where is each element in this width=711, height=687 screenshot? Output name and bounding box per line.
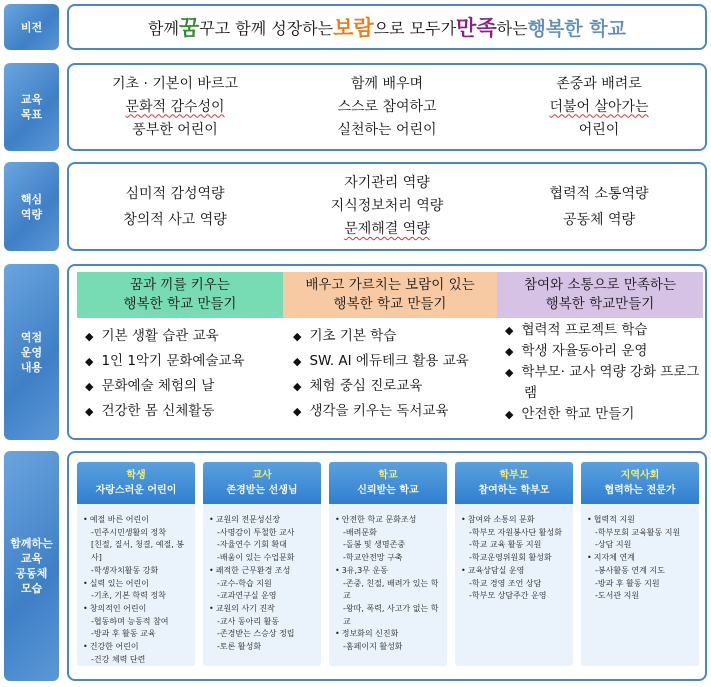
- community-subitem: -교사 동아리 활동: [217, 616, 280, 626]
- community-subitem: -도서관 지원: [595, 591, 640, 601]
- community-subitem: -자율연수 기회 확대: [217, 540, 287, 550]
- community-body: [581, 504, 699, 603]
- goal-line: 더불어 살아가는: [549, 98, 649, 115]
- community-subitem: -학생자치활동 강화: [91, 565, 159, 575]
- community-column-header: [77, 462, 195, 504]
- vision-text-2: 꾸고 함께 성장하는: [199, 18, 334, 38]
- operations-panel: [67, 264, 707, 440]
- competency-item: 문제해결 역량: [344, 221, 430, 237]
- community-subitem: -상담 지원: [595, 540, 632, 550]
- community-column-header: [329, 462, 447, 504]
- vision-text-1: 함께: [148, 18, 179, 38]
- community-column: [203, 462, 321, 666]
- community-column-header: [581, 462, 699, 504]
- community-item: • 교원의 전문성신장: [209, 514, 315, 527]
- community-subitem: -왕따, 폭력, 사고가 없는 학교: [343, 603, 439, 626]
- operation-item: ◆ 문화예술 체험의 날: [85, 374, 285, 399]
- community-item: • 안전한 학교 문화조성: [335, 514, 441, 527]
- community-subtitle: 자랑스러운 어린이: [95, 485, 177, 496]
- community-subitem: -학교 교육 활동 지원: [469, 540, 542, 550]
- community-subitem: -방과 후 활동 지원: [595, 578, 660, 588]
- operation-item: ◆ 기본 생활 습관 교육: [85, 324, 285, 349]
- community-subitem: -학교 경영 조언 상담: [469, 578, 542, 588]
- community-item: • 정보화의 신진화: [335, 628, 441, 641]
- goal-line: 문화적 감수성이: [125, 98, 225, 115]
- competency-column: [69, 164, 281, 249]
- community-subitem: -방과 후 활동 교육: [91, 629, 156, 639]
- competency-item: 공동체 역량: [562, 211, 636, 228]
- community-title: 교사: [252, 470, 272, 481]
- operation-item: ◆ 생각을 키우는 독서교육: [293, 399, 499, 424]
- competency-item: 협력적 소통역량: [549, 185, 649, 202]
- competency-item: 심미적 감성역량: [125, 185, 225, 202]
- community-subitem: -학교안전망 구축: [343, 553, 403, 563]
- community-body: [329, 504, 447, 654]
- community-title: 학교: [378, 470, 398, 481]
- community-column: [77, 462, 195, 666]
- community-item: • 지자체 연계: [587, 552, 693, 565]
- community-subitem: -교수-학습 지원: [217, 578, 272, 588]
- vision-word-satisfaction: 만족: [456, 16, 497, 40]
- community-subitem: -존중, 친절, 배려가 있는 학교: [343, 578, 439, 601]
- operation-item: ◆ SW. AI 에듀테크 활용 교육: [293, 349, 499, 374]
- community-subitem: -홈페이지 활성화: [343, 642, 403, 652]
- community-column: [581, 462, 699, 666]
- community-title: 학부모: [499, 470, 529, 481]
- community-item: • 창의적인 어린이: [83, 603, 189, 616]
- community-body: [203, 504, 321, 654]
- community-subitem: -사명감이 투철한 교사: [217, 527, 295, 537]
- goal-line: 실천하는 어린이: [337, 121, 437, 138]
- operation-list-reward: [293, 324, 499, 424]
- goal-line: 함께 배우며: [350, 75, 424, 92]
- community-subitem: -존경받는 스승상 정립: [217, 629, 295, 639]
- goal-column: [69, 65, 281, 149]
- community-subitem: -교과연구실 운영: [217, 591, 277, 601]
- vision-text-4: 하는: [496, 18, 528, 38]
- community-body: [77, 504, 195, 666]
- community-subitem: -기초, 기본 학력 정착: [91, 591, 166, 601]
- goal-column: [281, 65, 493, 149]
- community-subitem: -학부모 자원봉사단 활성화: [469, 527, 562, 537]
- community-subtitle: 존경받는 선생님: [226, 485, 298, 496]
- vision-word-happy-school: 행복한 학교: [527, 17, 626, 40]
- operation-title-reward: 배우고 가르치는 보람이 있는 행복한 학교 만들기: [283, 272, 497, 318]
- community-column: [329, 462, 447, 666]
- goal-line: 기초 · 기본이 바르고: [112, 75, 238, 92]
- competency-column: [493, 164, 705, 249]
- operation-item: ◆ 학생 자율동아리 운영: [505, 341, 701, 362]
- competency-panel: [67, 162, 707, 251]
- operation-title-dream: 꿈과 끼를 키우는 행복한 학교 만들기: [77, 272, 283, 318]
- operation-list-satisfaction: [505, 320, 701, 425]
- goal-line: 어린이: [578, 121, 620, 138]
- community-item: • 3유,3무 운동: [335, 565, 441, 578]
- community-item: • 건강한 어린이: [83, 641, 189, 654]
- community-subitem: -배려문화: [343, 527, 377, 537]
- community-subtitle: 참여하는 학부모: [478, 485, 550, 496]
- competency-column: [281, 164, 493, 249]
- community-subitem: -학부모 상담주간 운영: [469, 591, 547, 601]
- community-subitem: -봉사활동 연계 지도: [595, 565, 665, 575]
- competency-item: 창의적 사고 역량: [123, 211, 227, 228]
- community-item: • 교원의 사기 진작: [209, 603, 315, 616]
- community-item: • 예절 바른 어린이: [83, 514, 189, 527]
- vision-word-dream: 꿈: [178, 16, 200, 40]
- goal-line: 존중과 배려로: [556, 75, 642, 92]
- vision-panel: [67, 4, 707, 50]
- operation-item: ◆ 기초 기본 학습: [293, 324, 499, 349]
- community-item: • 교육상담실 운영: [461, 565, 567, 578]
- operation-item: ◆ 학부모· 교사 역량 강화 프로그램: [505, 362, 701, 404]
- community-subitem: [친절, 질서, 청결, 예절, 봉사]: [91, 540, 185, 563]
- competency-item: 자기관리 역량: [344, 175, 430, 191]
- community-subitem: -토론 활성화: [217, 642, 262, 652]
- community-column: [455, 462, 573, 666]
- community-title: 지역사회: [620, 470, 660, 481]
- community-body: [455, 504, 573, 603]
- community-subitem: -배움이 있는 수업문화: [217, 553, 295, 563]
- goals-label: 교육 목표: [4, 63, 59, 151]
- community-subitem: -협동하며 능동적 참여: [91, 616, 169, 626]
- community-subtitle: 협력하는 전문가: [604, 485, 676, 496]
- operations-label: 역점 운영 내용: [4, 264, 59, 440]
- vision-label: 비전: [4, 4, 59, 50]
- community-label: 함께하는 교육 공동체 모습: [4, 451, 59, 681]
- community-item: • 실력 있는 어린이: [83, 578, 189, 591]
- goal-line: 풍부한 어린이: [132, 121, 218, 138]
- community-subtitle: 신뢰받는 학교: [357, 485, 419, 496]
- community-subitem: -학교운영위원회 활성화: [469, 553, 552, 563]
- community-column-header: [455, 462, 573, 504]
- goal-line: 스스로 참여하고: [337, 98, 437, 115]
- operation-item: ◆ 안전한 학교 만들기: [505, 404, 701, 425]
- operation-item: ◆ 건강한 몸 신체활동: [85, 399, 285, 424]
- operation-title-satisfaction: 참여와 소통으로 만족하는 행복한 학교만들기: [497, 272, 703, 318]
- goal-column: [493, 65, 705, 149]
- community-panel: [67, 451, 707, 681]
- community-subitem: -돌봄 및 생명존중: [343, 540, 406, 550]
- competency-item: 지식정보처리 역량: [330, 198, 444, 214]
- operation-item: ◆ 1인 1악기 문화예술교육: [85, 349, 285, 374]
- operation-item: ◆ 협력적 프로젝트 학습: [505, 320, 701, 341]
- goals-panel: [67, 63, 707, 151]
- community-subitem: -학부모회 교육활동 지원: [595, 527, 681, 537]
- community-item: • 협력적 지원: [587, 514, 693, 527]
- competency-label: 핵심 역량: [4, 162, 59, 251]
- community-subitem: -건강 체력 단련: [91, 654, 146, 664]
- vision-word-reward: 보람: [333, 16, 374, 40]
- community-title: 학생: [126, 470, 146, 481]
- vision-text-3: 으로 모두가: [373, 18, 457, 38]
- community-subitem: -민주시민생활의 정착: [91, 527, 166, 537]
- operation-item: ◆ 체험 중심 진로교육: [293, 374, 499, 399]
- community-item: • 참여와 소통의 문화: [461, 514, 567, 527]
- operation-list-dream: [85, 324, 285, 424]
- community-item: • 쾌적한 근무환경 조성: [209, 565, 315, 578]
- community-column-header: [203, 462, 321, 504]
